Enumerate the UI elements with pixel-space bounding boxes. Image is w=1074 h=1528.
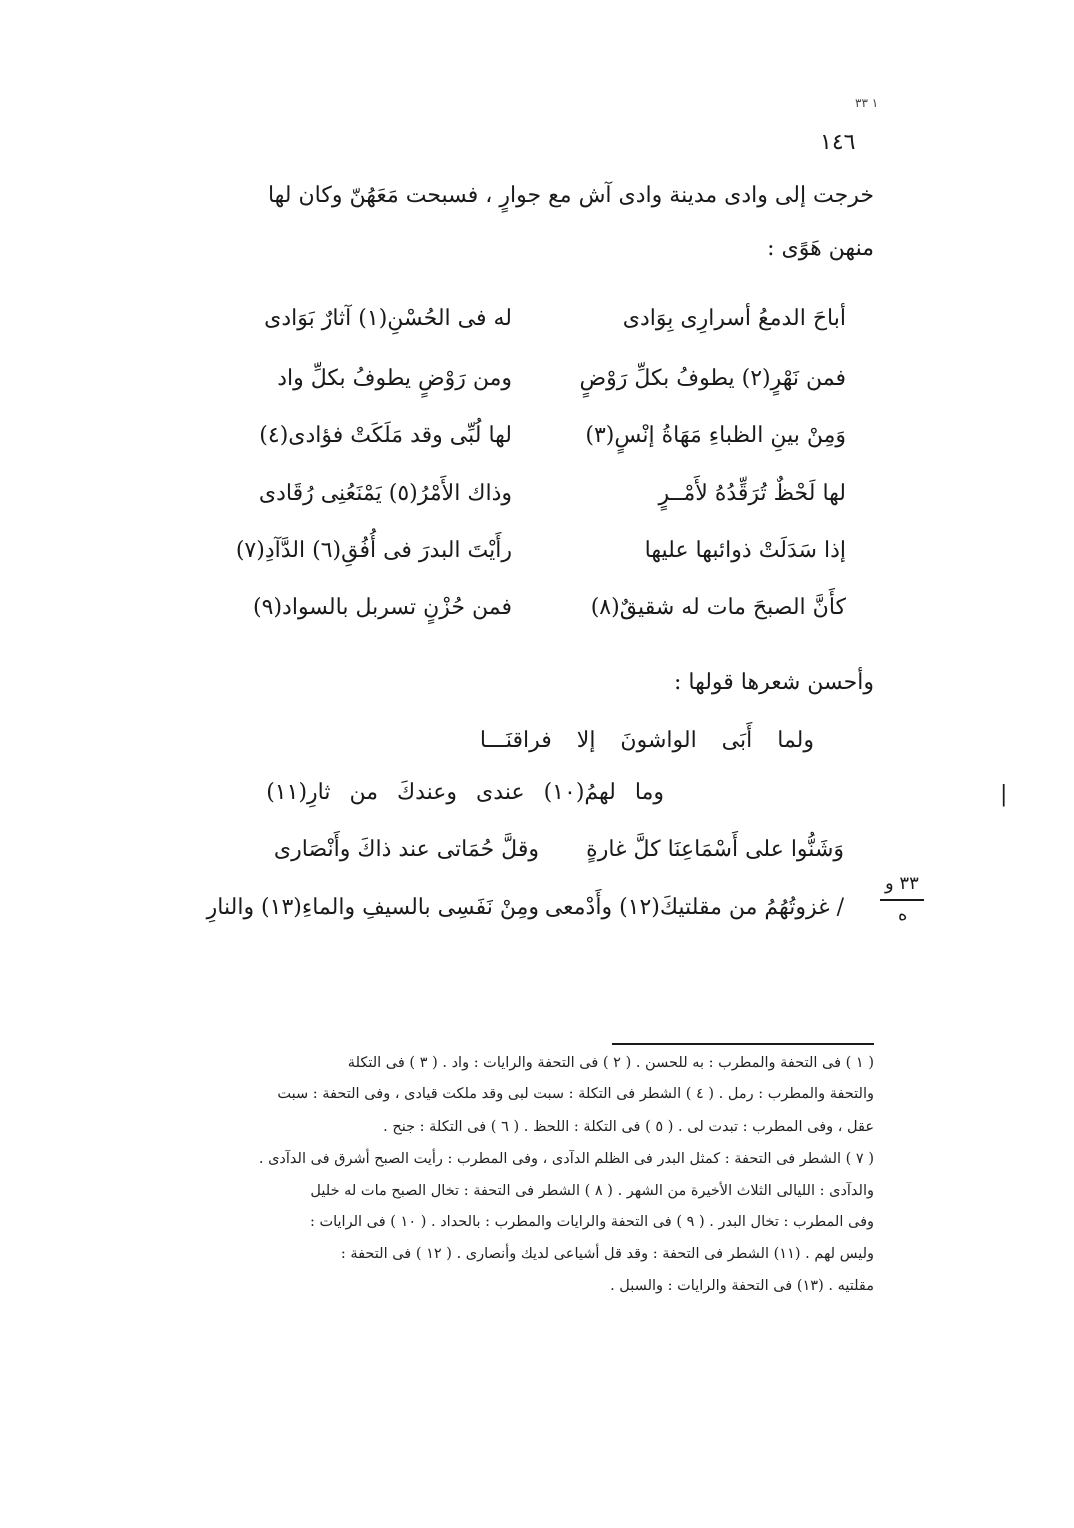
intro-line-2: منهن هَوًى : [767,236,874,261]
poem2-line1: ولما أَبَى الواشونَ إلا فراقنَـــا [479,728,814,753]
footnote-line: والتحفة والمطرب : رمل . ( ٤ ) الشطر فى التكلة : سبت لبى وقد ملكت قيادى ، وفى التحفة : سبت [277,1086,874,1102]
footnote-line: عقل ، وفى المطرب : تبدت لى . ( ٥ ) فى التكلة : اللحظ . ( ٦ ) فى التكلة : جنح . [383,1119,874,1135]
poem1-verse5-second-hemistich: رأَيْتَ البدرَ فى أُفُقِ(٦) الدَّآدِ(٧) [235,538,512,563]
footnote-line: والدآدى : الليالى الثلاث الأخيرة من الشهر . ( ٨ ) الشطر فى التحفة : تخال الصبح مات له خليل [310,1183,874,1199]
poem1-verse3-first-hemistich: وَمِنْ بينِ الظباءِ مَهَاةُ إنْسٍ(٣) [585,423,846,448]
poem1-verse4-first-hemistich: لها لَحْظٌ تُرَقِّدُهُ لأَمْــرٍ [658,481,846,506]
top-mark: ١ ٣٣ [855,96,879,110]
margin-bar-mark: | [1000,782,1008,807]
poem1-verse5-first-hemistich: إذا سَدَلَتْ ذوائبها عليها [644,538,846,563]
page-number: ١٤٦ [820,130,856,155]
footnote-line: وفى المطرب : تخال البدر . ( ٩ ) فى التحفة والرايات والمطرب : بالحداد . ( ١٠ ) فى الرايات : [309,1214,874,1230]
poem1-verse6-second-hemistich: فمن حُزْنٍ تسربل بالسواد(٩) [253,595,512,620]
folio-marker-bottom: ه [898,904,908,925]
poem1-verse6-first-hemistich: كأَنَّ الصبحَ مات له شقيقٌ(٨) [590,595,846,620]
folio-marker-top: ٣٣ و [885,873,919,894]
poem1-verse1-second-hemistich: له فى الحُسْنِ(١) آثارٌ بَوَادى [264,306,512,331]
poem2-line3-first-hemistich: وَشَنُّوا على أَسْمَاعِنَا كلَّ غارةٍ [586,837,844,862]
footnote-line: ( ١ ) فى التحفة والمطرب : به للحسن . ( ٢ ) فى التحفة والرايات : واد . ( ٣ ) فى التكلة [347,1055,874,1071]
poem2-line2: وما لهمُ(١٠) عندى وعندكَ من ثارِ(١١) [266,780,664,805]
poem2-line3-second-hemistich: وقلَّ حُمَاتى عند ذاكَ وأَنْصَارى [273,837,539,862]
poem2-line4-second-hemistich: ومِنْ نَفَسِى بالسيفِ والماءِ(١٣) والنارِ [206,895,539,920]
poem1-verse4-second-hemistich: وذاك الأَمْرُ(٥) يَمْنَعُنِى رُقَادى [258,481,512,506]
footnote-separator [612,1043,874,1045]
poem1-verse3-second-hemistich: لها لُبِّى وقد مَلَكَتْ فؤادى(٤) [259,423,512,448]
poem1-verse1-first-hemistich: أباحَ الدمعُ أسرارِى بِوَادى [622,306,846,331]
poem1-verse2-first-hemistich: فمن نَهْرٍ(٢) يطوفُ بكلِّ رَوْضٍ [579,366,846,391]
footnote-line: ( ٧ ) الشطر فى التحفة : كمثل البدر فى الظلم الدآدى ، وفى المطرب : رأيت الصبح أشرق فى الدآدى . [258,1151,874,1167]
poem2-line4-first-hemistich: / غزوتُهُمُ من مقلتيكَ(١٢) وأَدْمعى [544,895,844,920]
folio-rule [880,899,924,901]
intro-line-3: وأحسن شعرها قولها : [673,670,874,695]
footnote-line: وليس لهم . (١١) الشطر فى التحفة : وقد قل أشياعى لديك وأنصارى . ( ١٢ ) فى التحفة : [340,1246,874,1262]
intro-line-1: خرجت إلى وادى مدينة وادى آش مع جوارٍ ، فسبحت مَعَهُنّ وكان لها [267,183,874,208]
poem1-verse2-second-hemistich: ومن رَوْضٍ يطوفُ بكلِّ واد [277,366,512,391]
footnote-line: مقلتيه . (١٣) فى التحفة والرايات : والسبل . [610,1278,874,1294]
